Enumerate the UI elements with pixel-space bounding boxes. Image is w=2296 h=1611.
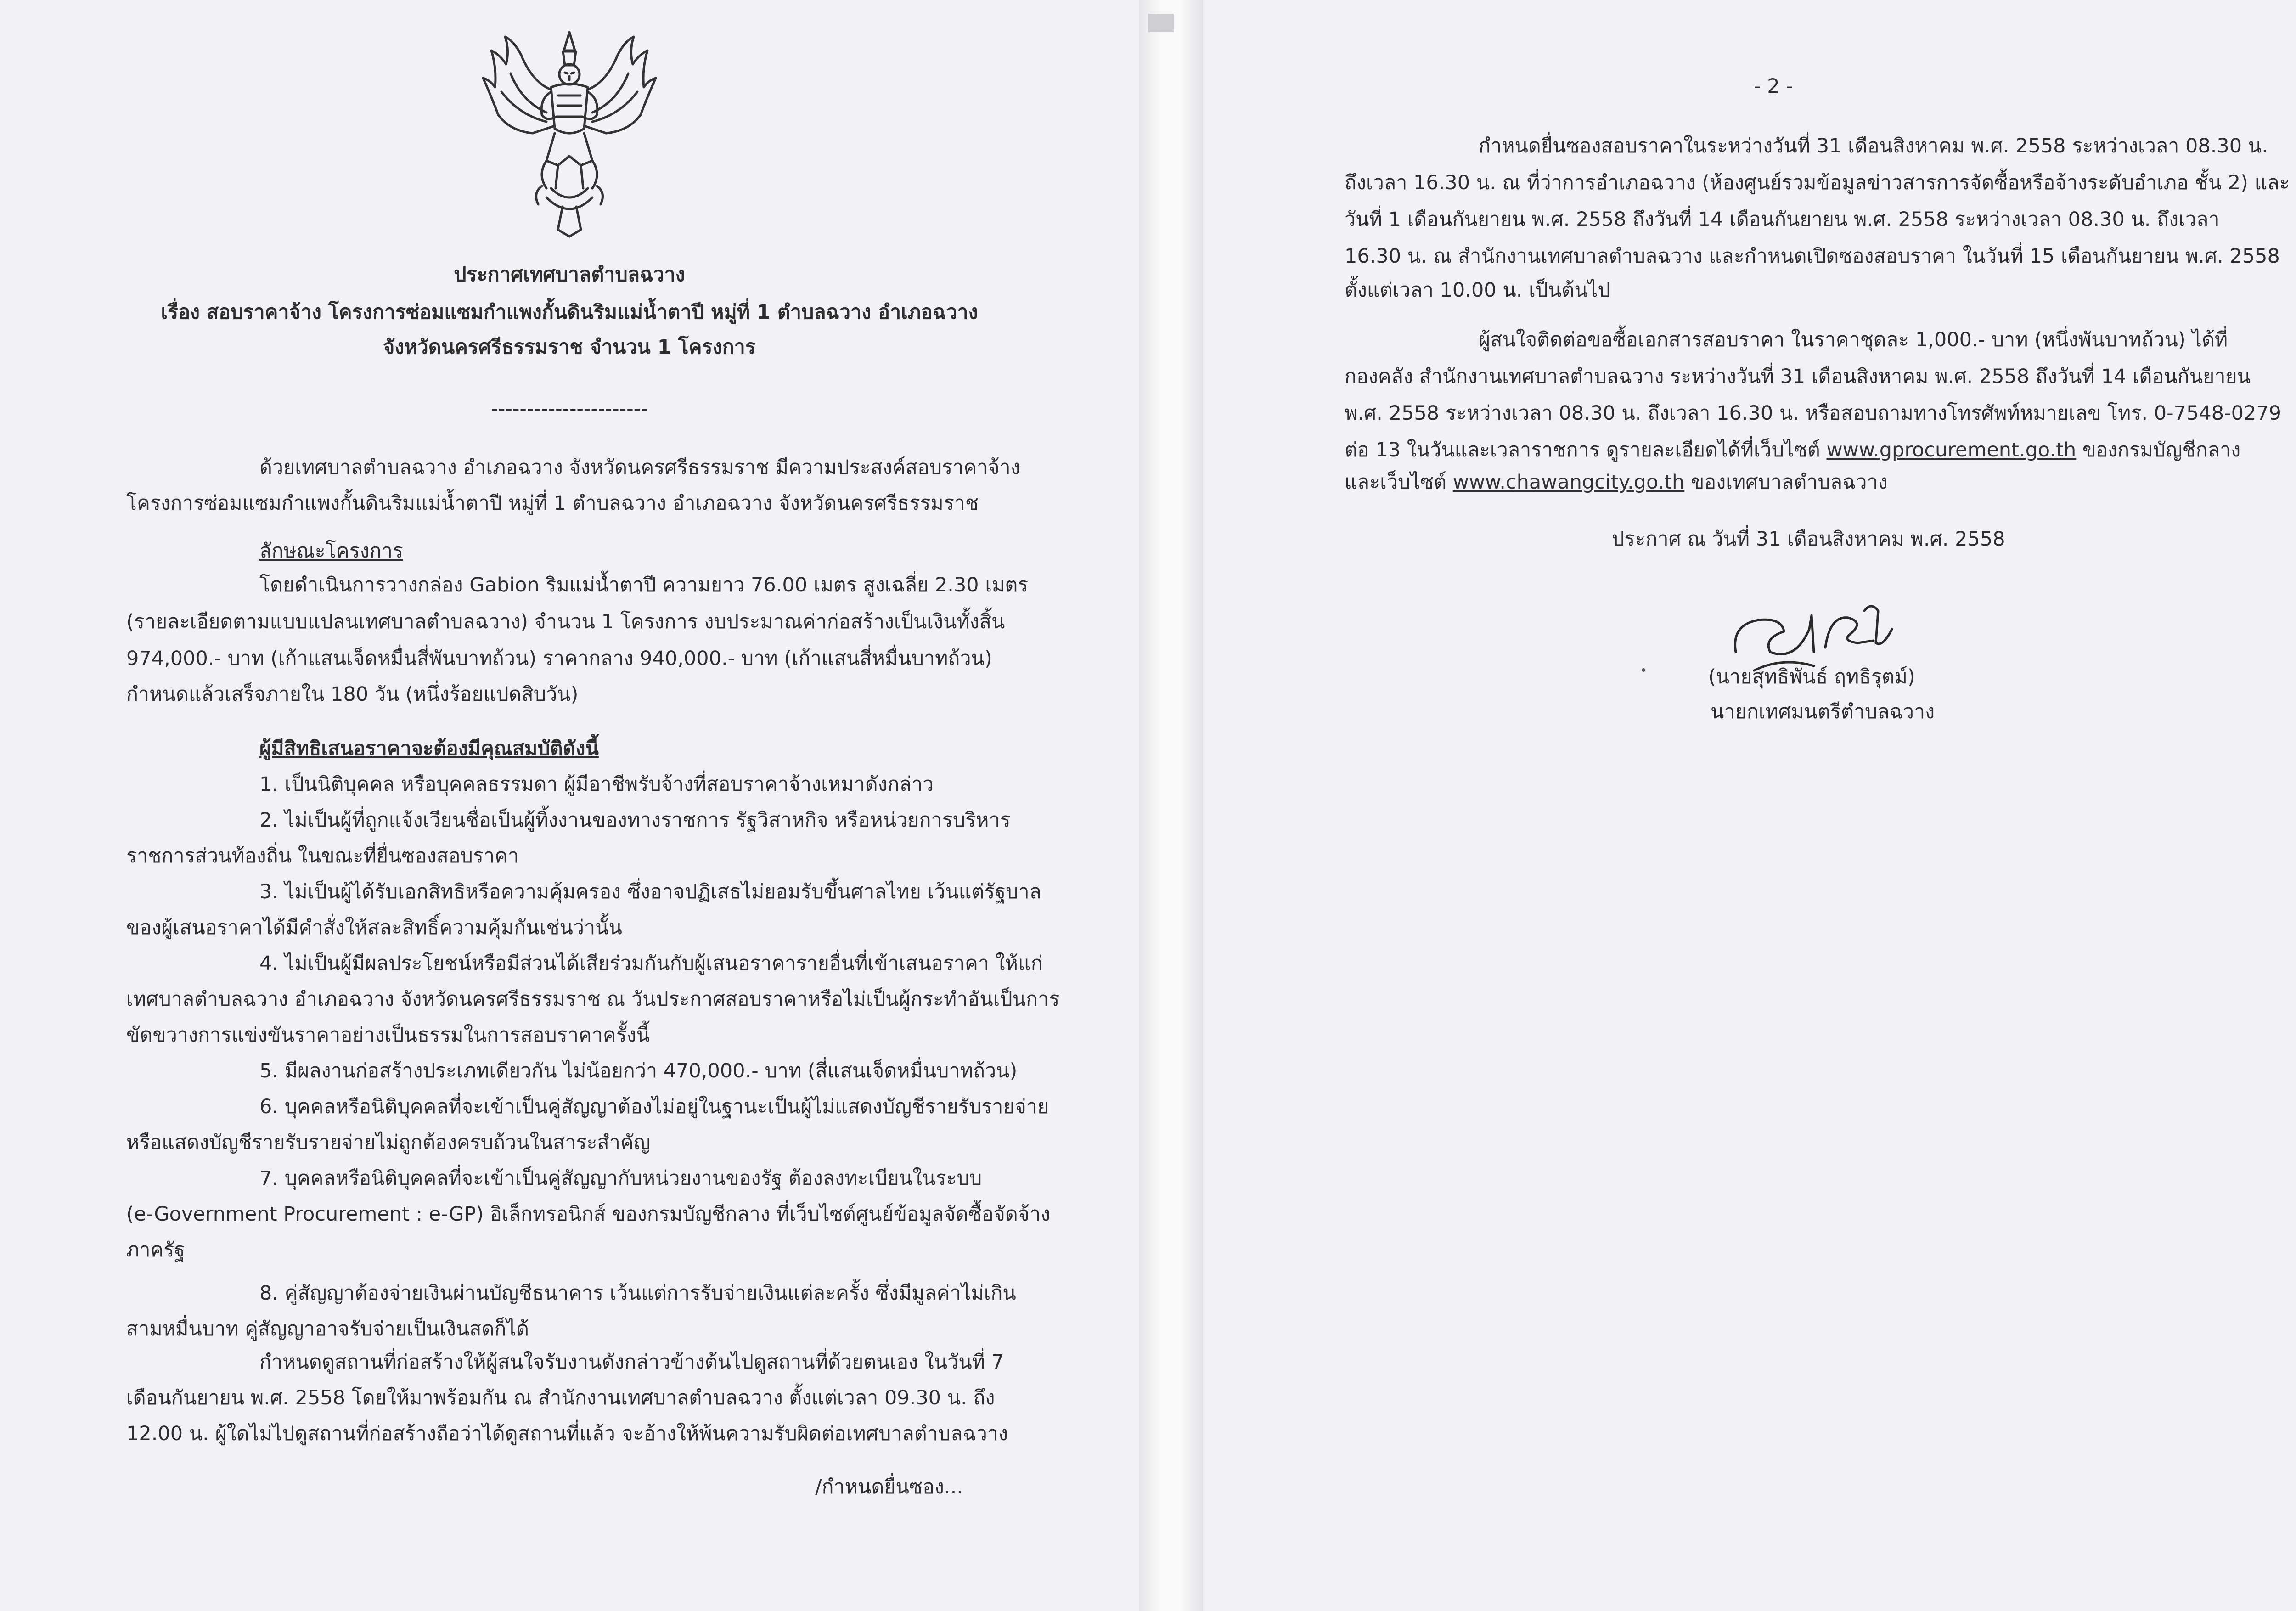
- site-visit-line: 12.00 น. ผู้ใดไม่ไปดูสถานที่ก่อสร้างถือว่าได้ดูสถานที่แล้ว จะอ้างให้พ้นความรับผิดต่อเทศบาลตำบลฉวาง: [126, 1422, 1008, 1445]
- site-visit-line: กำหนดดูสถานที่ก่อสร้างให้ผู้สนใจรับงานดังกล่าวข้างต้นไปดูสถานที่ด้วยตนเอง ในวันที่ 7: [259, 1351, 1004, 1374]
- page-gutter: [1139, 0, 1203, 1611]
- qualification-line: ราชการส่วนท้องถิ่น ในขณะที่ยื่นซองสอบราคา: [126, 845, 519, 867]
- submission-line: กำหนดยื่นซองสอบราคาในระหว่างวันที่ 31 เดือนสิงหาคม พ.ศ. 2558 ระหว่างเวลา 08.30 น.: [1479, 135, 2268, 158]
- page-2: [1203, 0, 2296, 1611]
- subject-line: เรื่อง สอบราคาจ้าง โครงการซ่อมแซมกำแพงกั้นดินริมแม่น้ำตาปี หมู่ที่ 1 ตำบลฉวาง อำเภอฉวาง: [161, 301, 978, 324]
- site-visit-line: เดือนกันยายน พ.ศ. 2558 โดยให้มาพร้อมกัน ณ สำนักงานเทศบาลตำบลฉวาง ตั้งแต่เวลา 09.30 น. ถึง: [126, 1386, 995, 1409]
- qualification-line: 1. เป็นนิติบุคคล หรือบุคคลธรรมดา ผู้มีอาชีพรับจ้างที่สอบราคาจ้างเหมาดังกล่าว: [259, 773, 934, 796]
- submission-line: วันที่ 1 เดือนกันยายน พ.ศ. 2558 ถึงวันที่ 14 เดือนกันยายน พ.ศ. 2558 ระหว่างเวลา 08.30 น. ถึงเวลา: [1345, 208, 2220, 231]
- project-line: (รายละเอียดตามแบบแปลนเทศบาลตำบลฉวาง) จำนวน 1 โครงการ งบประมาณค่าก่อสร้างเป็นเงินทั้งสิ้น: [126, 610, 1005, 633]
- qualification-line: หรือแสดงบัญชีรายรับรายจ่ายไม่ถูกต้องครบถ้วนในสาระสำคัญ: [126, 1131, 651, 1154]
- separator-line: ----------------------: [491, 397, 648, 420]
- submission-line: ตั้งแต่เวลา 10.00 น. เป็นต้นไป: [1345, 279, 1610, 302]
- contact-line: [1345, 437, 2240, 463]
- signer-name: (นายสุทธิพันธ์ ฤทธิรุตม์): [1708, 665, 1915, 688]
- qualification-line: 2. ไม่เป็นผู้ที่ถูกแจ้งเวียนชื่อเป็นผู้ทิ้งงานของทางราชการ รัฐวิสาหกิจ หรือหน่วยการบริหาร: [259, 809, 1011, 832]
- qualification-line: 8. คู่สัญญาต้องจ่ายเงินผ่านบัญชีธนาคาร เว้นแต่การรับจ่ายเงินแต่ละครั้ง ซึ่งมีมูลค่าไม่เกิน: [259, 1282, 1016, 1305]
- announcement-date: ประกาศ ณ วันที่ 31 เดือนสิงหาคม พ.ศ. 2558: [1612, 528, 2005, 551]
- submission-line: ถึงเวลา 16.30 น. ณ ที่ว่าการอำเภอฉวาง (ห้องศูนย์รวมข้อมูลข่าวสารการจัดซื้อหรือจ้างระดับอำเภอ ชั้น 2) และ: [1345, 171, 2290, 194]
- contact-text: และเว็บไซต์: [1345, 471, 1453, 494]
- gprocurement-link[interactable]: www.gprocurement.go.th: [1826, 439, 2077, 462]
- qualification-line: ของผู้เสนอราคาได้มีคำสั่งให้สละสิทธิ์ความคุ้มกันเช่นว่านั้น: [126, 916, 622, 939]
- contact-text: ของเทศบาลตำบลฉวาง: [1684, 471, 1888, 494]
- continued-marker: /กำหนดยื่นซอง...: [815, 1476, 963, 1498]
- garuda-emblem-icon: [478, 23, 661, 239]
- contact-line: [1345, 469, 1888, 495]
- binding-mark: [1148, 14, 1174, 32]
- qualification-line: 3. ไม่เป็นผู้ได้รับเอกสิทธิหรือความคุ้มครอง ซึ่งอาจปฏิเสธไม่ยอมรับขึ้นศาลไทย เว้นแต่รัฐบาล: [259, 880, 1042, 903]
- stray-mark: [1642, 668, 1645, 672]
- chawangcity-link[interactable]: www.chawangcity.go.th: [1452, 471, 1685, 494]
- qualification-line: เทศบาลตำบลฉวาง อำเภอฉวาง จังหวัดนครศรีธรรมราช ณ วันประกาศสอบราคาหรือไม่เป็นผู้กระทำอันเป็นการ: [126, 988, 1060, 1011]
- qualification-line: 6. บุคคลหรือนิติบุคคลที่จะเข้าเป็นคู่สัญญาต้องไม่อยู่ในฐานะเป็นผู้ไม่แสดงบัญชีรายรับรายจ่าย: [259, 1095, 1049, 1118]
- page-1: [0, 0, 1139, 1611]
- page-number: - 2 -: [1754, 75, 1793, 98]
- project-line: 974,000.- บาท (เก้าแสนเจ็ดหมื่นสี่พันบาทถ้วน) ราคากลาง 940,000.- บาท (เก้าแสนสี่หมื่นบาทถ้วน): [126, 647, 992, 670]
- project-line: โดยดำเนินการวางกล่อง Gabion ริมแม่น้ำตาปี ความยาว 76.00 เมตร สูงเฉลี่ย 2.30 เมตร: [259, 574, 1029, 597]
- qualification-line: 4. ไม่เป็นผู้มีผลประโยชน์หรือมีส่วนได้เสียร่วมกันกับผู้เสนอราคารายอื่นที่เข้าเสนอราคา ให้แก่: [259, 952, 1043, 975]
- qualification-line: 5. มีผลงานก่อสร้างประเภทเดียวกัน ไม่น้อยกว่า 470,000.- บาท (สี่แสนเจ็ดหมื่นบาทถ้วน): [259, 1059, 1018, 1082]
- qualification-line: ภาครัฐ: [126, 1239, 186, 1262]
- handwritten-signature-icon: [1727, 597, 1942, 684]
- project-line: กำหนดแล้วเสร็จภายใน 180 วัน (หนึ่งร้อยแปดสิบวัน): [126, 683, 579, 706]
- intro-line: ด้วยเทศบาลตำบลฉวาง อำเภอฉวาง จังหวัดนครศรีธรรมราช มีความประสงค์สอบราคาจ้าง: [259, 456, 1020, 479]
- intro-line: โครงการซ่อมแซมกำแพงกั้นดินริมแม่น้ำตาปี หมู่ที่ 1 ตำบลฉวาง อำเภอฉวาง จังหวัดนครศรีธรรมราช: [126, 492, 979, 515]
- announcement-title: ประกาศเทศบาลตำบลฉวาง: [454, 263, 685, 286]
- qualification-line: ขัดขวางการแข่งขันราคาอย่างเป็นธรรมในการสอบราคาครั้งนี้: [126, 1024, 650, 1047]
- qualification-line: (e-Government Procurement : e-GP) อิเล็กทรอนิกส์ ของกรมบัญชีกลาง ที่เว็บไซต์ศูนย์ข้อมูลจัดซื้อจัดจ้าง: [126, 1203, 1051, 1226]
- contact-text: ต่อ 13 ในวันและเวลาราชการ ดูรายละเอียดได้ที่เว็บไซต์: [1345, 439, 1827, 462]
- submission-line: 16.30 น. ณ สำนักงานเทศบาลตำบลฉวาง และกำหนดเปิดซองสอบราคา ในวันที่ 15 เดือนกันยายน พ.ศ. 2558: [1345, 245, 2280, 268]
- qualification-line: สามหมื่นบาท คู่สัญญาอาจรับจ่ายเป็นเงินสดก็ได้: [126, 1318, 529, 1341]
- qualifications-heading: ผู้มีสิทธิเสนอราคาจะต้องมีคุณสมบัติดังนี้: [259, 737, 599, 760]
- subject-line: จังหวัดนครศรีธรรมราช จำนวน 1 โครงการ: [383, 336, 756, 359]
- contact-line: กองคลัง สำนักงานเทศบาลตำบลฉวาง ระหว่างวันที่ 31 เดือนสิงหาคม พ.ศ. 2558 ถึงวันที่ 14 เดือนกันยายน: [1345, 365, 2251, 388]
- qualification-line: 7. บุคคลหรือนิติบุคคลที่จะเข้าเป็นคู่สัญญากับหน่วยงานของรัฐ ต้องลงทะเบียนในระบบ: [259, 1167, 982, 1190]
- project-heading: ลักษณะโครงการ: [259, 540, 403, 563]
- contact-text: ของกรมบัญชีกลาง: [2076, 439, 2241, 462]
- contact-line: ผู้สนใจติดต่อขอซื้อเอกสารสอบราคา ในราคาชุดละ 1,000.- บาท (หนึ่งพันบาทถ้วน) ได้ที่: [1479, 328, 2228, 351]
- signer-title: นายกเทศมนตรีตำบลฉวาง: [1711, 700, 1935, 723]
- contact-line: พ.ศ. 2558 ระหว่างเวลา 08.30 น. ถึงเวลา 16.30 น. หรือสอบถามทางโทรศัพท์หมายเลข โทร. 0-7548-0279: [1345, 402, 2282, 425]
